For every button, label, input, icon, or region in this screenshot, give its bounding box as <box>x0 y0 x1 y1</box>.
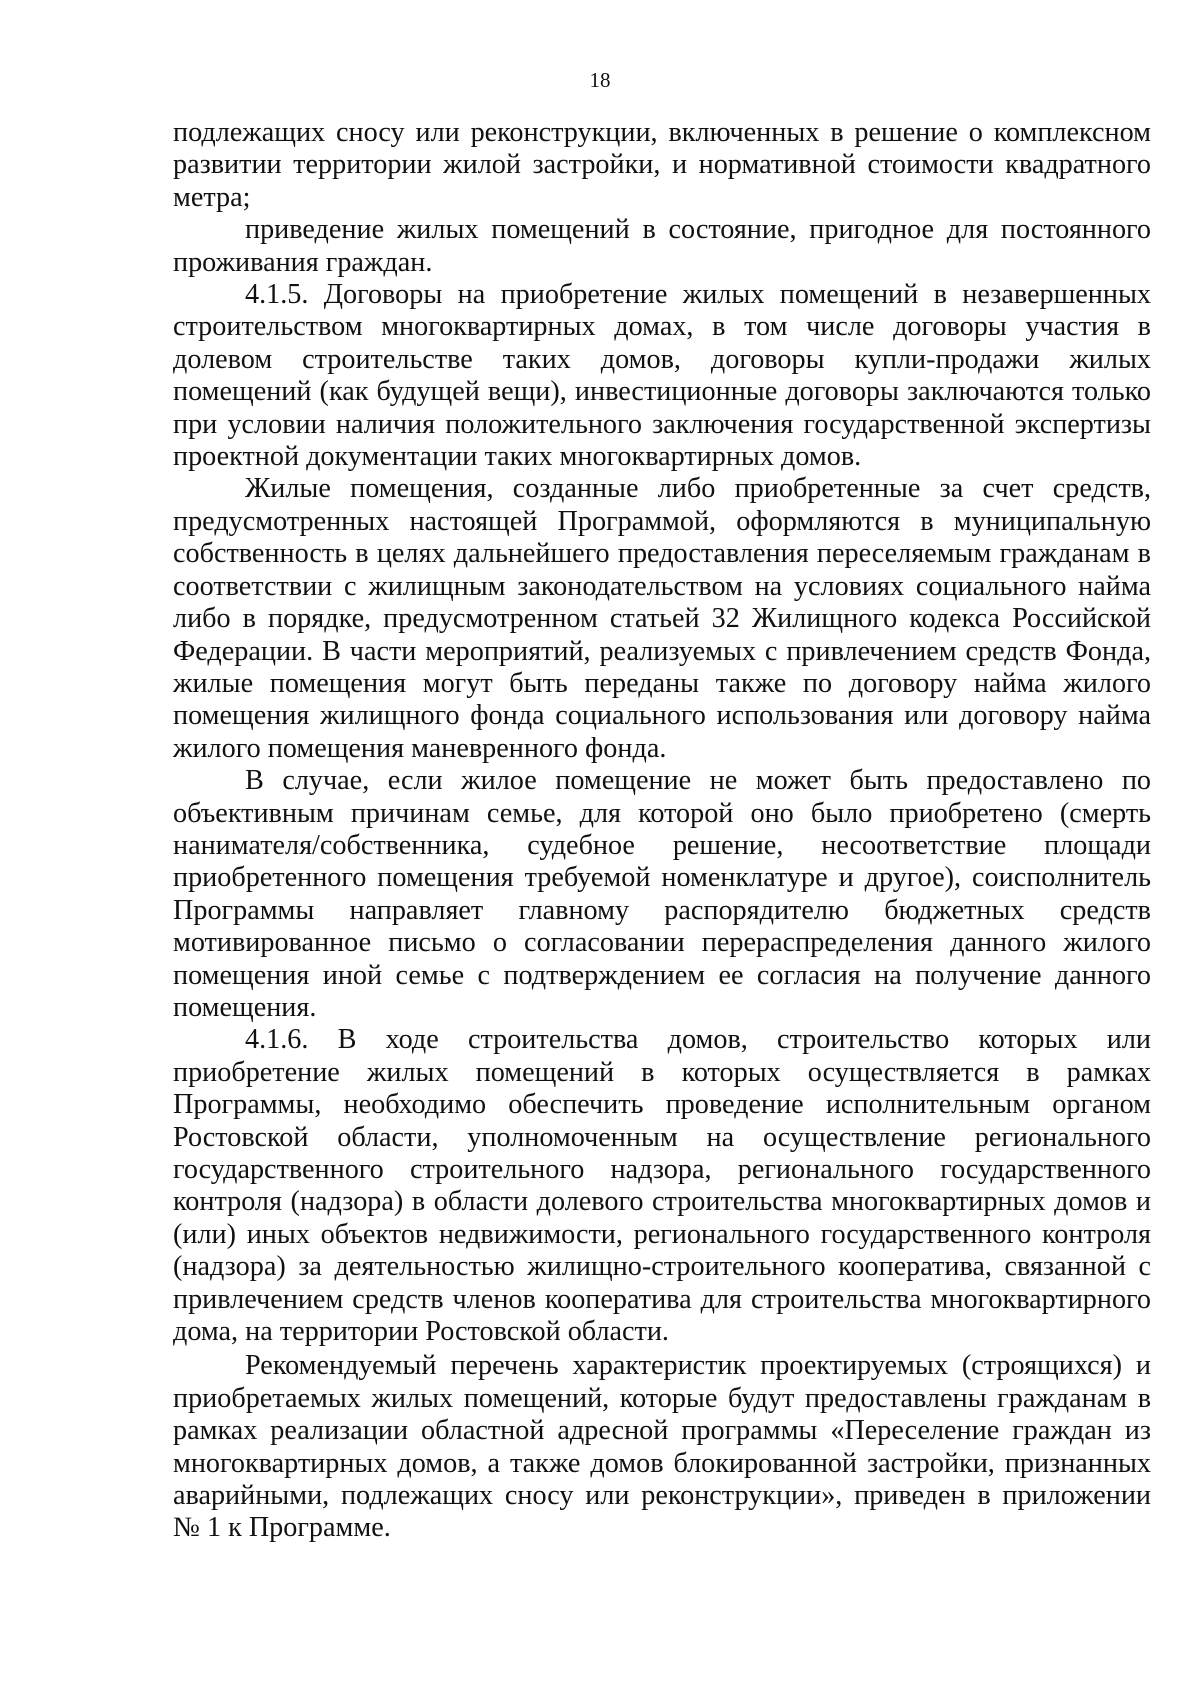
paragraph-premises-repair: приведение жилых помещений в состояние, пригодное для постоянного проживания граждан. <box>173 214 1151 278</box>
document-body <box>173 117 1151 1545</box>
paragraph-municipal-ownership: Жилые помещения, созданные либо приобретенные за счет средств, предусмотренных настоящей Программой, оформляются в муниципальную собственность в целях дальнейшего предоставления переселяемым гражданам в соответствии с жилищным законодательством на условиях социального найма либо в порядке, предусмотренном статьей 32 Жилищного кодекса Российской Федерации. В части мероприятий, реализуемых с привлечением средств Фонда, жилые помещения могут быть переданы также по договору найма жилого помещения жилищного фонда социального использования или договору найма жилого помещения маневренного фонда. <box>173 473 1151 764</box>
page-number: 18 <box>589 68 611 92</box>
paragraph-4-1-5: 4.1.5. Договоры на приобретение жилых помещений в незавершенных строительством многоквартирных домах, в том числе договоры участия в долевом строительстве таких домов, договоры купли-продажи жилых помещений (как будущей вещи), инвестиционные договоры заключаются только при условии наличия положительного заключения государственной экспертизы проектной документации таких многоквартирных домов. <box>173 279 1151 473</box>
paragraph-recommended-list: Рекомендуемый перечень характеристик проектируемых (строящихся) и приобретаемых жилых помещений, которые будут предоставлены гражданам в рамках реализации областной адресной программы «Переселение граждан из многоквартирных домов, а также домов блокированной застройки, признанных аварийными, подлежащих сносу или реконструкции», приведен в приложении № 1 к Программе. <box>173 1350 1151 1544</box>
paragraph-continuation: подлежащих сносу или реконструкции, включенных в решение о комплексном развитии территории жилой застройки, и нормативной стоимости квадратного метра; <box>173 117 1151 213</box>
paragraph-4-1-6: 4.1.6. В ходе строительства домов, строительство которых или приобретение жилых помещений в которых осуществляется в рамках Программы, необходимо обеспечить проведение исполнительным органом Ростовской области, уполномоченным на осуществление регионального государственного строительного надзора, регионального государственного контроля (надзора) в области долевого строительства многоквартирных домов и (или) иных объектов недвижимости, регионального государственного контроля (надзора) за деятельностью жилищно-строительного кооператива, связанной с привлечением средств членов кооператива для строительства многоквартирного дома, на территории Ростовской области. <box>173 1024 1151 1348</box>
paragraph-reallocation: В случае, если жилое помещение не может быть предоставлено по объективным причинам семье, для которой оно было приобретено (смерть нанимателя/собственника, судебное решение, несоответствие площади приобретенного помещения требуемой номенклатуре и другое), соисполнитель Программы направляет главному распорядителю бюджетных средств мотивированное письмо о согласовании перераспределения данного жилого помещения иной семье с подтверждением ее согласия на получение данного помещения. <box>173 765 1151 1023</box>
